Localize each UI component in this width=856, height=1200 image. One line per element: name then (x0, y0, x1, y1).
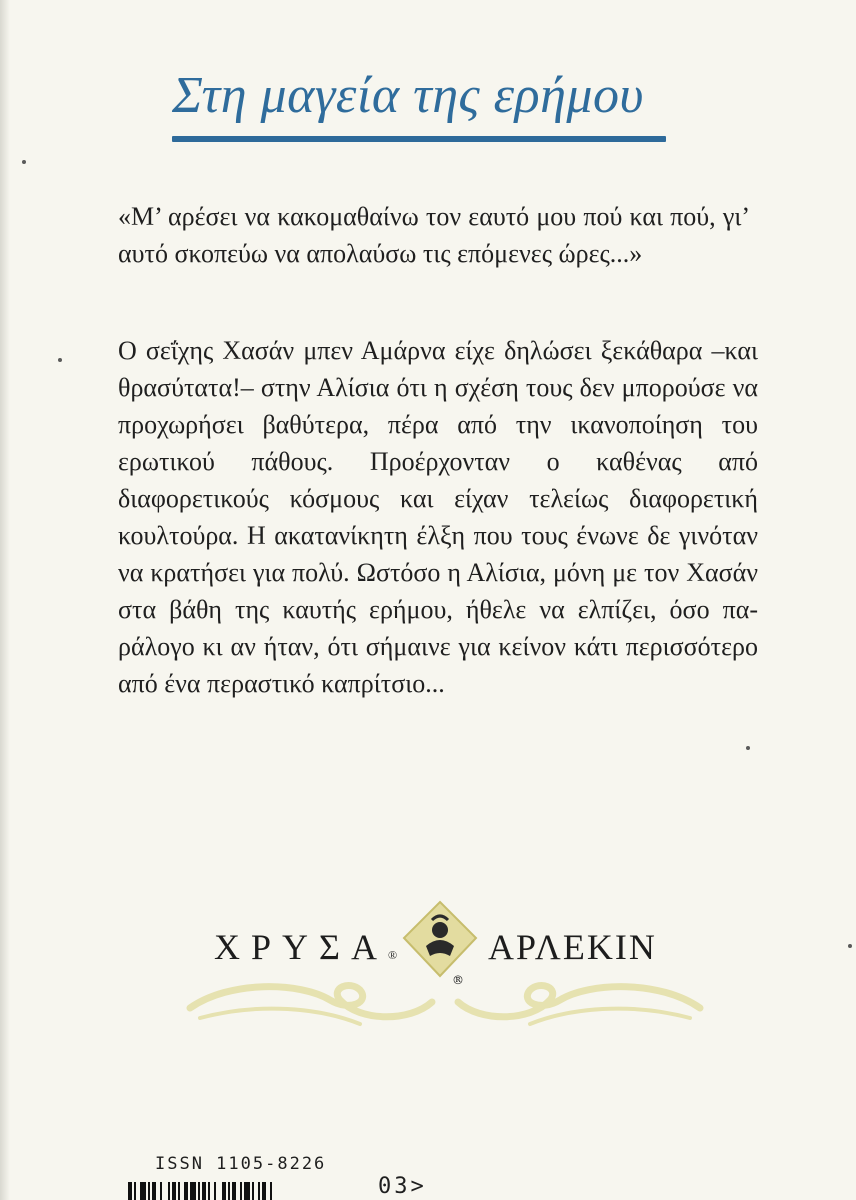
barcode-bar (240, 1182, 242, 1200)
back-cover-blurb: Ο σεΐχης Χασάν μπεν Αμάρνα είχε δηλώσει ξεκάθαρα –και θρασύτατα!– στην Αλίσια ότι η σχέση τους δεν μπορούσε να προχωρήσει βαθύτερα, πέρα από την ικανοποίηση του ερωτικού πάθους. Προέρχονταν ο καθένας από διαφορετικούς κόσμους και είχαν τελείως διαφορετική κουλτούρα. Η ακατανίκητη έλξη που τους ένωνε δε γινόταν να κρατήσει για πολύ. Ωστόσο η Αλίσια, μόνη με τον Χασάν στα βάθη της καυτής ερήμου, ήθελε να ελπίζει, όσο παράλογο κι αν ήταν, ότι σήμαινε για κείνον κάτι περισσότερο από ένα περαστικό καπρίτσιο... (118, 336, 758, 698)
barcode-bar (190, 1182, 196, 1200)
barcode-bar (178, 1182, 180, 1200)
registered-mark: ® (387, 948, 398, 962)
barcode-bar (208, 1182, 210, 1200)
print-speck (22, 160, 26, 164)
barcode-bar (134, 1182, 136, 1200)
emblem-registered-mark: ® (452, 973, 464, 987)
book-title: Στη μαγεία της ερήμου (172, 67, 644, 124)
barcode-bar (214, 1182, 216, 1200)
barcode-bar (152, 1182, 156, 1200)
barcode-bar (228, 1182, 230, 1200)
barcode-bar (244, 1182, 250, 1200)
series-label: ΧΡΥΣΑ (214, 927, 388, 967)
barcode-bar (184, 1182, 188, 1200)
barcode-bar (140, 1182, 146, 1200)
barcode-bar (232, 1182, 236, 1200)
barcode-bar (160, 1182, 162, 1200)
barcode-bar (168, 1182, 170, 1200)
print-speck (848, 944, 852, 948)
harlequin-emblem-icon (404, 902, 476, 976)
barcode-icon (128, 1182, 364, 1200)
barcode-bar (262, 1182, 266, 1200)
barcode-bar (202, 1182, 206, 1200)
barcode-bar (252, 1182, 254, 1200)
issue-code: 03> (378, 1174, 427, 1199)
title-underline (172, 136, 666, 142)
barcode-bar (270, 1182, 272, 1200)
issn-number: ISSN 1105-8226 (155, 1154, 327, 1174)
back-cover-quote: «Μ’ αρέσει να κακομαθαίνω τον εαυτό μου πού και πού, γι’ αυτό σκοπεύω να απολαύσω τις επόμενες ώρες...» (118, 202, 750, 268)
barcode-bar (222, 1182, 226, 1200)
barcode-bar (258, 1182, 260, 1200)
barcode-bar (128, 1182, 132, 1200)
barcode-bar (148, 1182, 150, 1200)
print-speck (746, 746, 750, 750)
barcode-bar (172, 1182, 176, 1200)
brand-name: ΑΡΛΕΚΙΝ (488, 927, 657, 967)
publisher-ornament (0, 890, 856, 1040)
series-name (214, 926, 397, 968)
print-speck (58, 358, 62, 362)
barcode-bar (198, 1182, 200, 1200)
